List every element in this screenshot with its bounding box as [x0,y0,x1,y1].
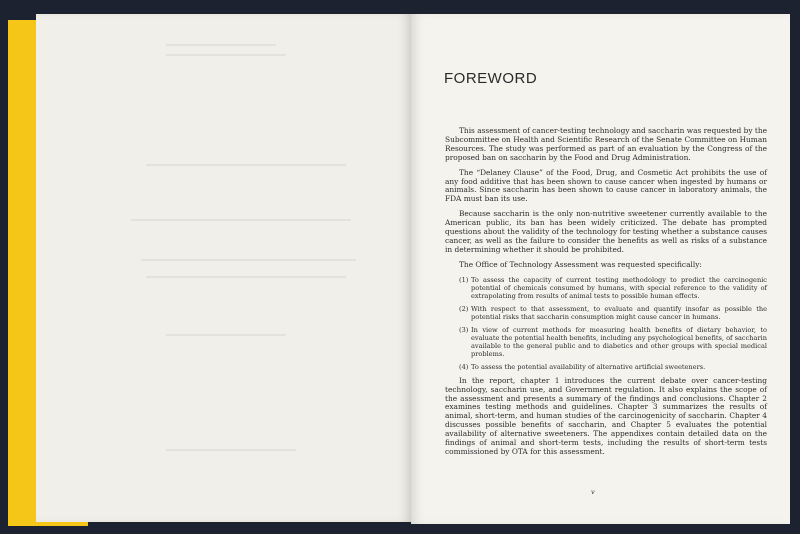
show-through-line [146,276,346,278]
show-through-line [166,44,276,46]
paragraph: Because saccharin is the only non-nutritive sweetener currently available to the American public, its ban has been widely criticized. The debate has prompted questions about the validity of the technology for testing whether a substance causes cancer, as well as the failure to consider the benefits as well as risks of a substance in determining whether it should be prohibited. [445,209,767,254]
closing-paragraph: In the report, chapter 1 introduces the current debate over cancer-testing technology, saccharin use, and Government regulation. It also explains the scope of the assessment and presents a summary of the findings and conclusions. Chapter 2 examines testing methods and guidelines. Chapter 3 summarizes the results of animal, short-term, and human studies of the carcinogenicity of saccharin. Chapter 4 discusses possible benefits of saccharin, and Chapter 5 evaluates the potential availability of alternative sweeteners. The appendixes contain detailed data on the findings of animal and short-term tests, including the results of short-term tests commissioned by OTA for this assessment. [445,375,767,456]
foreword-body [445,127,767,463]
page-number: v [591,488,595,496]
list-number: (1) [459,275,469,284]
show-through-line [141,259,356,261]
list-item [459,305,767,321]
show-through-line [166,54,286,56]
paragraph: This assessment of cancer-testing technology and saccharin was requested by the Subcommittee on Health and Scientific Research of the Senate Committee on Human Resources. The study was performed as part of an evaluation by the Congress of the proposed ban on saccharin by the Food and Drug Administration. [445,126,767,162]
show-through-line [146,164,346,166]
page-title: FOREWORD [444,70,538,87]
list-text: To assess the potential availability of alternative artificial sweeteners. [471,362,706,371]
request-list [445,276,767,371]
list-item [459,326,767,358]
paragraph: The Office of Technology Assessment was requested specifically: [459,259,702,269]
list-item [459,363,767,371]
list-number: (2) [459,304,469,313]
show-through-line [166,449,296,451]
list-number: (4) [459,362,469,371]
list-text: To assess the capacity of current testing methodology to predict the carcinogenic potential of chemicals consumed by humans, with special reference to the validity of extrapolating from results of animal tests to possible human effects. [471,275,767,300]
list-number: (3) [459,325,469,334]
right-page [411,14,790,524]
list-text: With respect to that assessment, to evaluate and quantify insofar as possible the potential risks that saccharin consumption might cause cancer in humans. [471,304,767,321]
left-page [36,14,411,522]
paragraph: The “Delaney Clause” of the Food, Drug, and Cosmetic Act prohibits the use of any food additive that has been shown to cause cancer when ingested by humans or animals. Since saccharin has been shown to cause cancer in laboratory animals, the FDA must ban its use. [445,167,767,204]
show-through-line [166,334,286,336]
list-text: In view of current methods for measuring health benefits of dietary behavior, to evaluate the potential health benefits, including any psychological benefits, of saccharin available to the general public and to diabetics and other groups with special medical problems. [471,325,767,358]
show-through-line [131,219,351,221]
list-item [459,276,767,300]
